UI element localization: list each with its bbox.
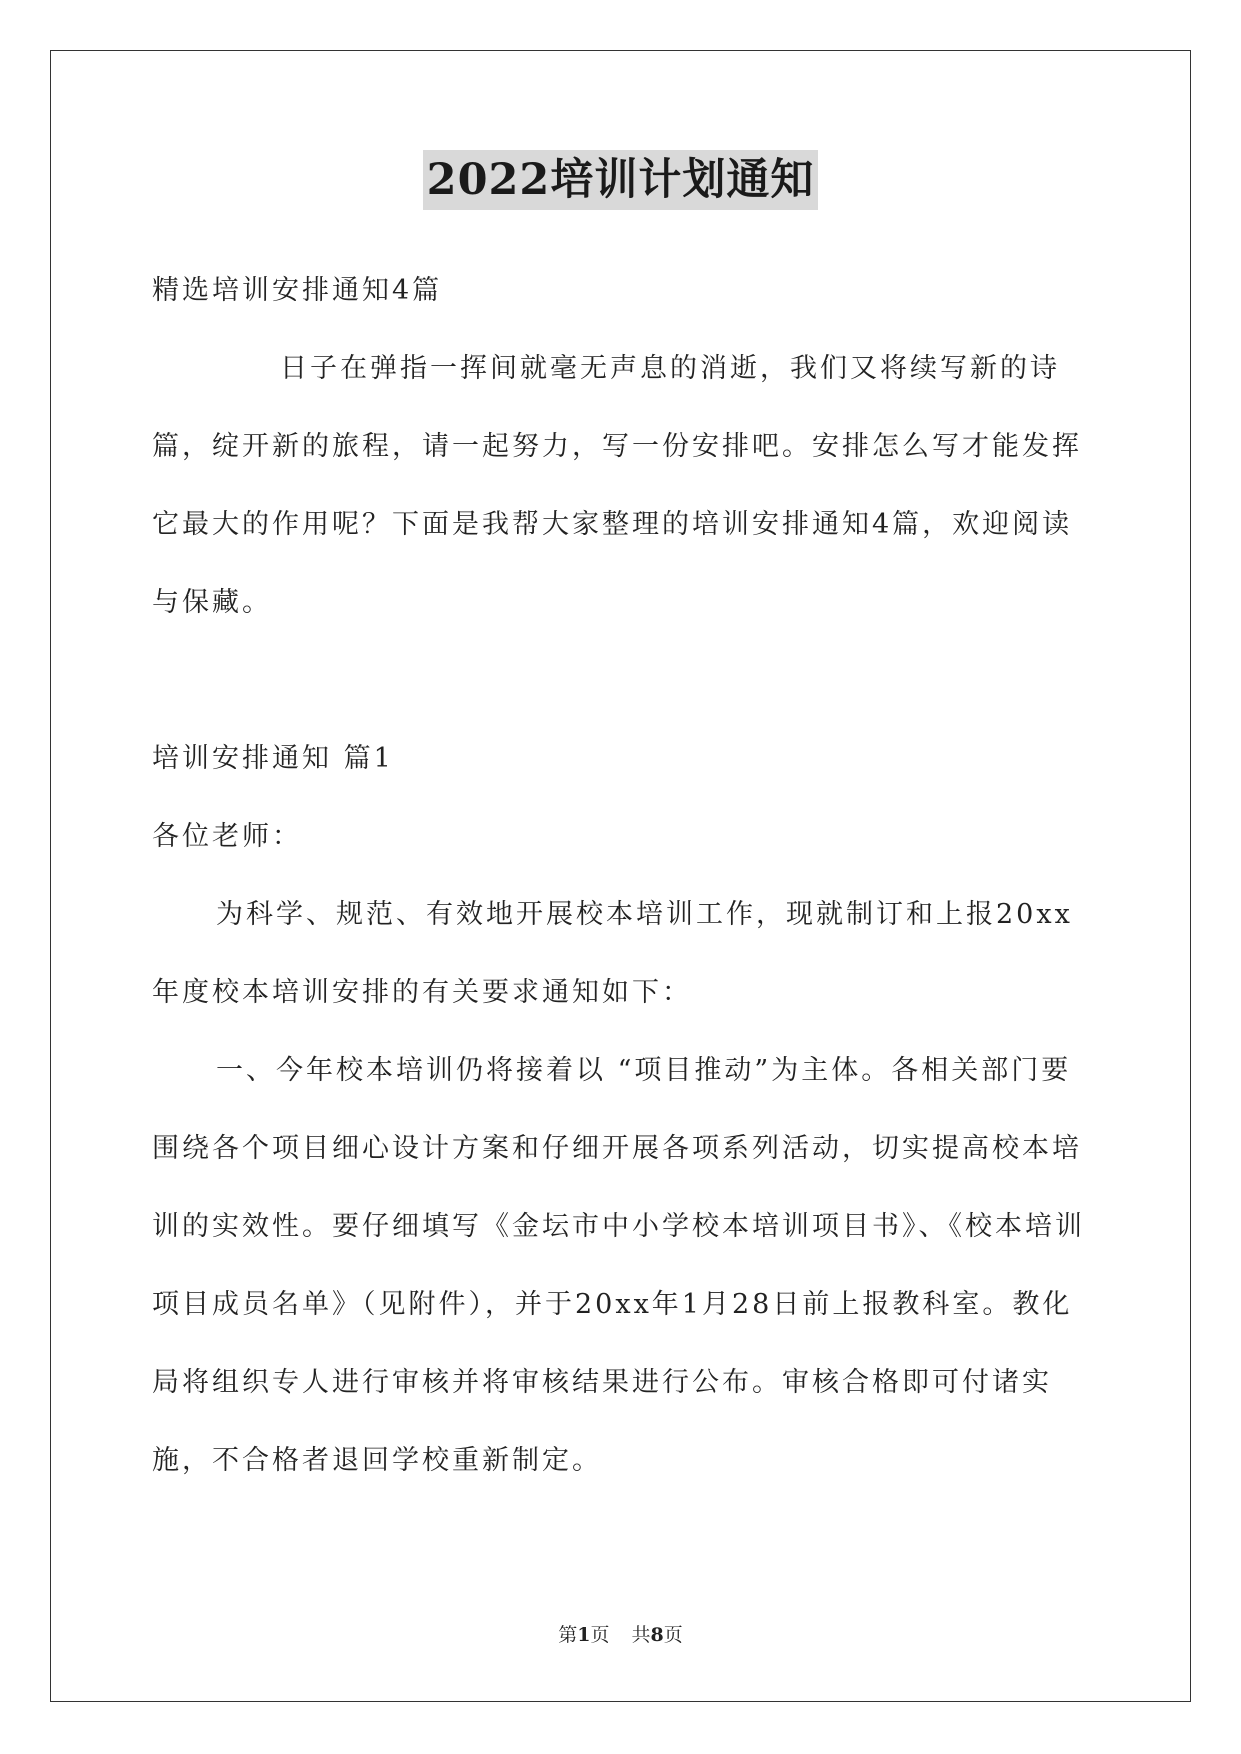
document-title: 2022培训计划通知: [423, 150, 819, 210]
page-footer: [0, 1620, 1241, 1647]
intro-paragraph: 日子在弹指一挥间就毫无声息的消逝，我们又将续写新的诗篇，绽开新的旅程，请一起努力，写一份安排吧。安排怎么写才能发挥它最大的作用呢？下面是我帮大家整理的培训安排通知4篇，欢迎阅读与保藏。: [152, 353, 1082, 618]
section-heading: 培训安排通知 篇1: [152, 743, 394, 774]
page-suffix: 页: [590, 1624, 610, 1646]
paragraph-2: 一、今年校本培训仍将接着以 “项目推动”为主体。各相关部门要围绕各个项目细心设计方案和仔细开展各项系列活动，切实提高校本培训的实效性。要仔细填写《金坛市中小学校本培训项目书》、《校本培训项目成员名单》（见附件），并于20xx年1月28日前上报教科室。教化局将组织专人进行审核并将审核结果进行公布。审核合格即可付诸实施，不合格者退回学校重新制定。: [152, 1055, 1085, 1476]
total-prefix: 共: [631, 1624, 651, 1646]
current-page-number: 1: [577, 1624, 591, 1646]
paragraph-1: 为科学、规范、有效地开展校本培训工作，现就制订和上报20xx年度校本培训安排的有关要求通知如下：: [152, 899, 1073, 1008]
page-prefix: 第: [558, 1624, 578, 1646]
title-wrapper: [0, 150, 1241, 210]
document-subtitle: 精选培训安排通知4篇: [152, 275, 443, 306]
total-suffix: 页: [663, 1624, 683, 1646]
document-body: [152, 252, 1092, 1500]
total-page-count: 8: [650, 1624, 664, 1646]
blank-line: [152, 642, 1092, 720]
greeting: 各位老师：: [152, 821, 302, 852]
